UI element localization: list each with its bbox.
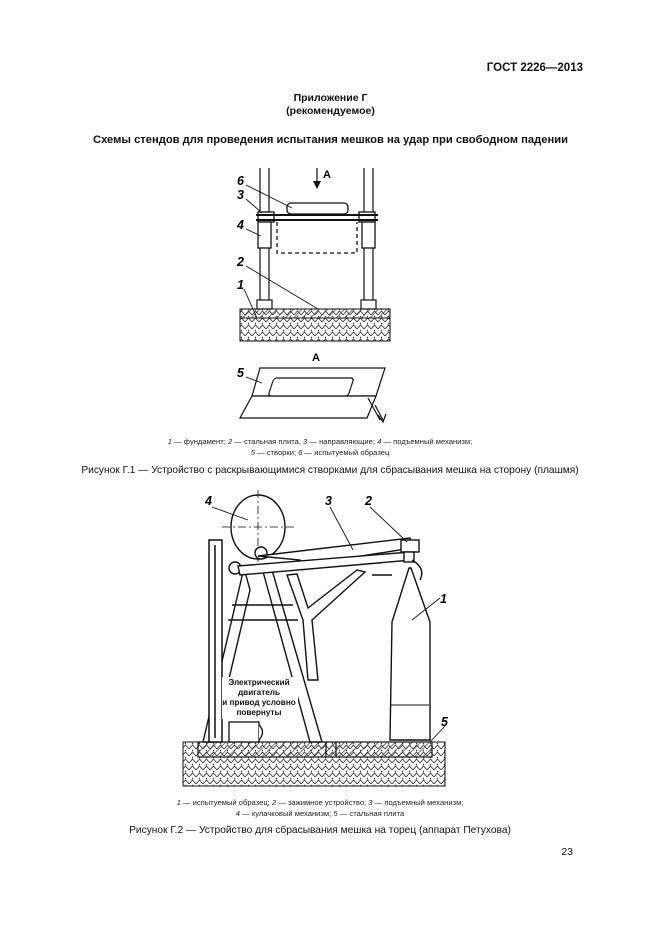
svg-text:двигатель: двигатель [237, 688, 281, 697]
label-fig1-1: 1 [237, 278, 244, 292]
svg-text:повернуты: повернуты [236, 708, 282, 717]
label-fig1-6: 6 [237, 174, 244, 188]
figure-2-legend-line-2: 4 — кулачковый механизм; 5 — стальная плита [235, 809, 405, 818]
figure-2-legend-line-1: 1 — испытуемый образец; 2 — зажимное устройство; 3 — подъемный механизм; [176, 798, 464, 807]
label-fig2-1: 1 [440, 592, 447, 606]
label-fig1-5: 5 [237, 366, 244, 380]
label-fig1-3: 3 [237, 188, 244, 202]
motor-note [222, 677, 298, 719]
arrow-label-a: A [323, 169, 331, 181]
label-fig2-3: 3 [325, 494, 332, 508]
label-fig2-5: 5 [441, 715, 448, 729]
label-fig2-4: 4 [205, 494, 212, 508]
section-title: Схемы стендов для проведения испытания мешков на удар при свободном падении [93, 134, 568, 146]
appendix-title: Приложение Г [293, 92, 368, 104]
page-number: 23 [561, 846, 573, 858]
label-fig2-2: 2 [365, 494, 372, 508]
appendix-subtitle: (рекомендуемое) [286, 105, 375, 117]
figure-1-legend-line-1: 1 — фундамент; 2 — стальная плита, 3 — направляющие; 4 — подъемный механизм; [167, 437, 473, 446]
label-fig1-4: 4 [237, 218, 244, 232]
foundation-fig2 [183, 742, 445, 786]
figure-2-caption: Рисунок Г.2 — Устройство для сбрасывания мешка на торец (аппарат Петухова) [129, 825, 511, 836]
motor [229, 722, 263, 742]
figure-1-legend-line-2: 5 — створки; 6 — испытуемый образец [250, 448, 390, 457]
cam-mechanism-4 [222, 490, 294, 574]
svg-text:и привод условно: и привод условно [222, 698, 296, 707]
view-label-a: A [312, 352, 320, 364]
svg-text:Электрический: Электрический [228, 678, 290, 687]
standard-code: ГОСТ 2226—2013 [486, 62, 583, 74]
figure-1-caption: Рисунок Г.1 — Устройство с раскрывающимися створками для сбрасывания мешка на сторону (плашмя) [81, 465, 579, 476]
test-sample-2 [390, 568, 430, 740]
drive-belt [209, 540, 222, 742]
label-fig1-2: 2 [237, 255, 244, 269]
